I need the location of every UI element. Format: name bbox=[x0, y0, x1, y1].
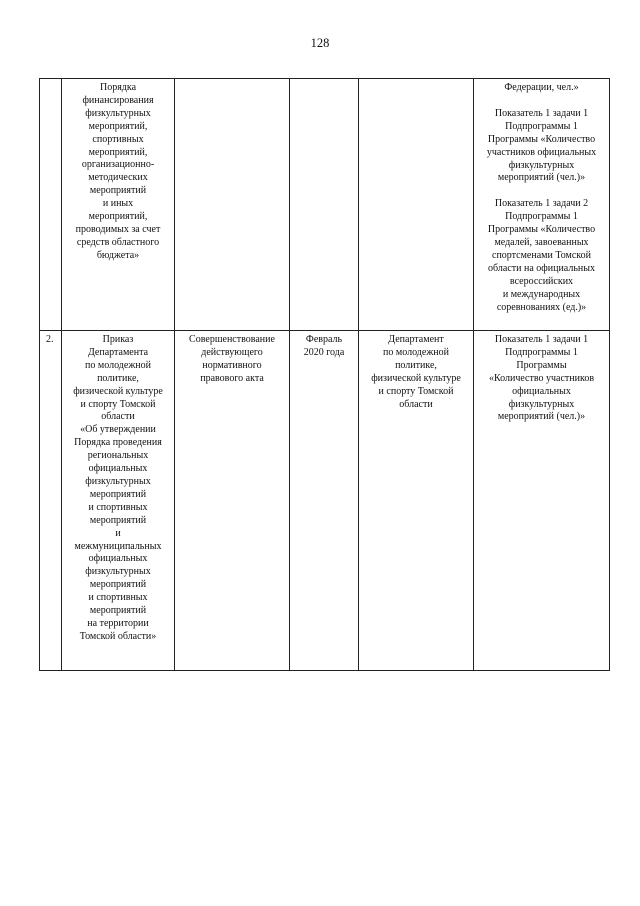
purpose-cell bbox=[175, 79, 290, 331]
measures-table bbox=[39, 78, 610, 671]
indicators-cell bbox=[474, 331, 610, 671]
indicator-text: Показатель 1 задачи 1 Подпрограммы 1 Программы «Количество участников официальных физкультурных мероприятий (чел.)» bbox=[488, 334, 595, 423]
indicators-cell bbox=[474, 79, 610, 331]
indicator-text: Показатель 1 задачи 2 Подпрограммы 1 Программы «Количество медалей, завоеванных спортсменами Томской области на официальных всероссийских и международных соревнованиях (ед.)» bbox=[487, 198, 596, 313]
indicator-text: Показатель 1 задачи 1 Подпрограммы 1 Программы «Количество участников официальных физкультурных мероприятий (чел.)» bbox=[486, 107, 597, 184]
deadline-cell bbox=[290, 79, 359, 331]
page-number: 128 bbox=[310, 36, 330, 50]
executor-cell bbox=[359, 79, 474, 331]
row-number-cell: 2. bbox=[40, 331, 62, 671]
executor-cell: Департамент по молодежной политике, физической культуре и спорту Томской области bbox=[359, 331, 474, 671]
deadline-cell: Февраль 2020 года bbox=[290, 331, 359, 671]
table-row bbox=[40, 79, 610, 331]
row-number-cell bbox=[40, 79, 62, 331]
document-name-cell: Порядка финансирования физкультурных мероприятий, спортивных мероприятий, организационно- методических мероприятий и иных мероприятий, проводимых за счет средств областного бюджета» bbox=[62, 79, 175, 331]
table-row bbox=[40, 331, 610, 671]
purpose-cell: Совершенствование действующего нормативного правового акта bbox=[175, 331, 290, 671]
indicator-text: Федерации, чел.» bbox=[504, 82, 579, 93]
document-name-cell: Приказ Департамента по молодежной политике, физической культуре и спорту Томской области «Об утверждении Порядка проведения региональных официальных физкультурных мероприятий и спортивных мероприятий и межмуниципальных официальных физкультурных мероприятий и спортивных мероприятий на территории Томской области» bbox=[62, 331, 175, 671]
